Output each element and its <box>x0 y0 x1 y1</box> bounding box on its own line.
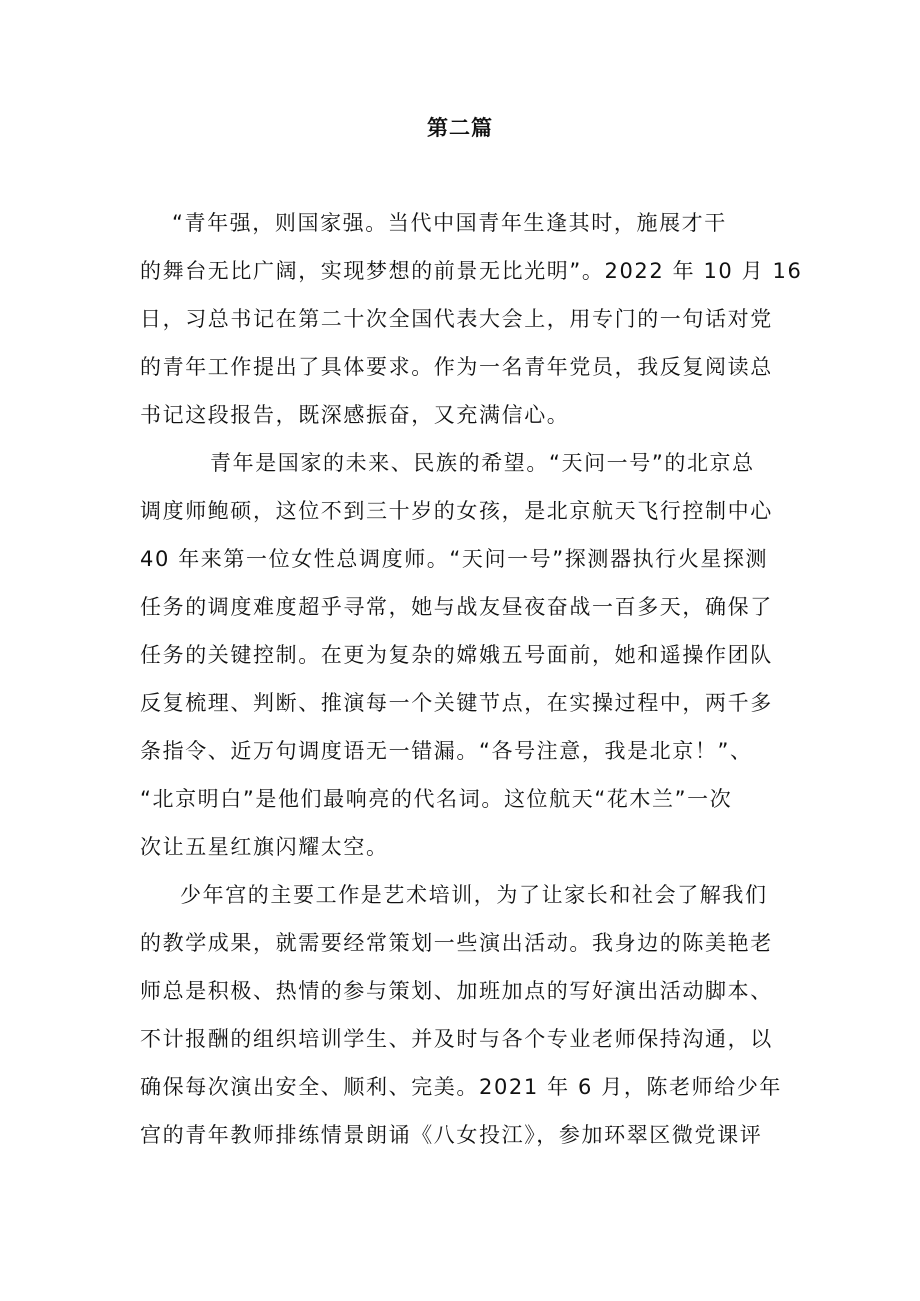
paragraph-1-line-3: 日，习总书记在第二十次全国代表大会上，用专门的一句话对党 <box>140 307 773 331</box>
paragraph-2-line-6: 反复梳理、判断、推演每一个关键节点，在实操过程中，两千多 <box>140 691 773 715</box>
paragraph-3-line-2: 的教学成果，就需要经常策划一些演出活动。我身边的陈美艳老 <box>140 931 773 955</box>
paragraph-3-line-3: 师总是积极、热情的参与策划、加班加点的写好演出活动脚本、 <box>140 979 773 1003</box>
paragraph-2-line-5: 任务的关键控制。在更为复杂的嫦娥五号面前，她和遥操作团队 <box>140 643 773 667</box>
paragraph-1-line-2: 的舞台无比广阔，实现梦想的前景无比光明”。2022 年 10 月 16 <box>140 259 803 283</box>
paragraph-2-line-3: 40 年来第一位女性总调度师。“天问一号”探测器执行火星探测 <box>140 547 769 571</box>
paragraph-3-line-6: 宫的青年教师排练情景朗诵《八女投江》，参加环翠区微党课评 <box>140 1123 763 1147</box>
paragraph-2-line-9: 次让五星红旗闪耀太空。 <box>140 835 389 859</box>
paragraph-2-line-2: 调度师鲍硕，这位不到三十岁的女孩，是北京航天飞行控制中心 <box>140 499 773 523</box>
paragraph-1-line-4: 的青年工作提出了具体要求。作为一名青年党员，我反复阅读总 <box>140 355 773 379</box>
paragraph-2-line-4: 任务的调度难度超乎寻常，她与战友昼夜奋战一百多天，确保了 <box>140 595 773 619</box>
paragraph-2-line-8: “北京明白”是他们最响亮的代名词。这位航天“花木兰”一次 <box>140 787 733 811</box>
paragraph-1-line-5: 书记这段报告，既深感振奋，又充满信心。 <box>140 403 570 427</box>
paragraph-3-line-4: 不计报酬的组织培训学生、并及时与各个专业老师保持沟通，以 <box>140 1027 773 1051</box>
paragraph-2-line-7: 条指令、近万句调度语无一错漏。“各号注意，我是北京！”、 <box>140 739 753 763</box>
paragraph-1-line-1: “青年强，则国家强。当代中国青年生逢其时，施展才干 <box>172 211 727 235</box>
paragraph-3-line-1: 少年宫的主要工作是艺术培训，为了让家长和社会了解我们 <box>180 883 768 907</box>
document-title: 第二篇 <box>427 116 493 140</box>
paragraph-2-line-1: 青年是国家的未来、民族的希望。“天问一号”的北京总 <box>210 451 755 475</box>
paragraph-3-line-5: 确保每次演出安全、顺利、完美。2021 年 6 月，陈老师给少年 <box>140 1075 783 1099</box>
